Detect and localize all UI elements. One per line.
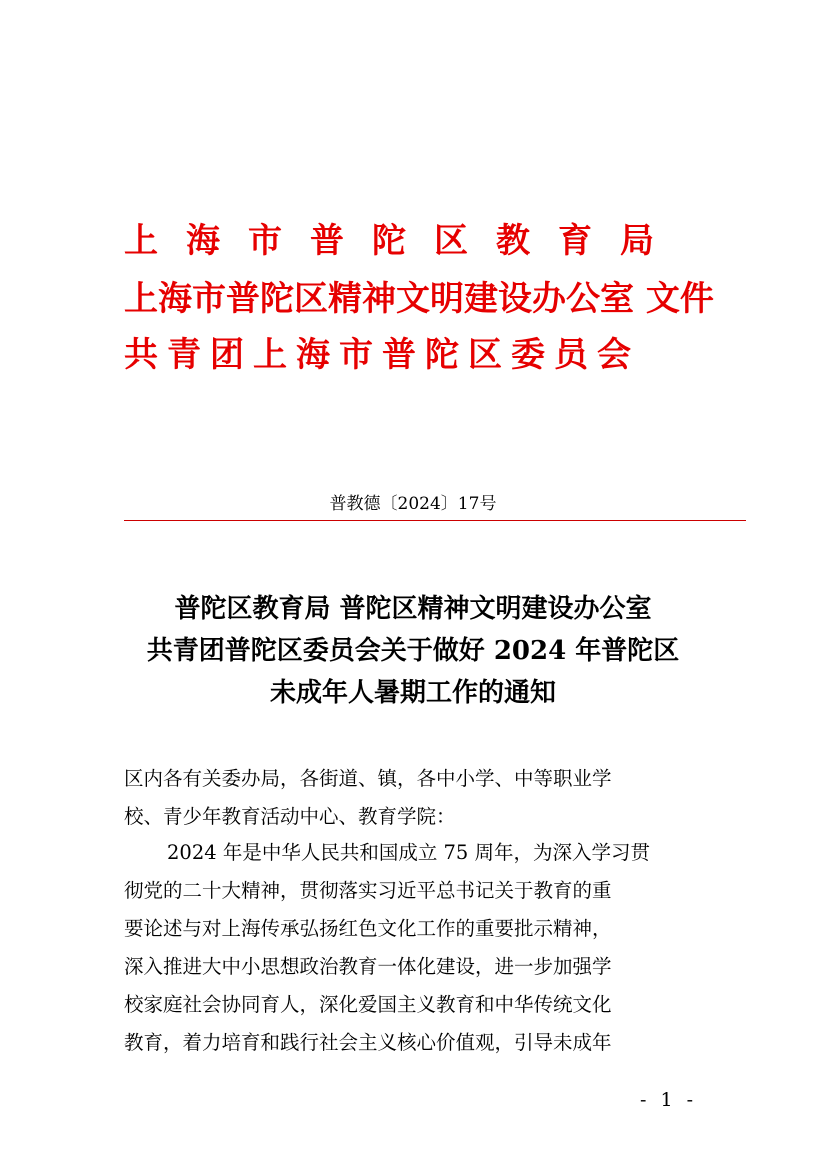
body-line: 校家庭社会协同育人，深化爱国主义教育和中华传统文化 — [124, 993, 612, 1016]
title-line-2: 共青团普陀区委员会关于做好 2024 年普陀区 — [146, 636, 680, 666]
body-line: 要论述与对上海传承弘扬红色文化工作的重要批示精神， — [124, 917, 612, 940]
document-title — [100, 588, 726, 714]
body-line: 教育，着力培育和践行社会主义核心价值观，引导未成年 — [124, 1031, 612, 1054]
header-issuer-civilization-office: 上海市普陀区精神文明建设办公室 文件 — [124, 279, 714, 319]
header-issuer-youth-league: 共青团上海市普陀区委员会 — [124, 335, 640, 375]
body-line: 彻党的二十大精神，贯彻落实习近平总书记关于教育的重 — [124, 879, 612, 902]
addressee-line-2: 校、青少年教育活动中心、教育学院： — [124, 805, 456, 828]
header-issuer-education-bureau: 上海市普陀区教育局 — [124, 221, 682, 261]
red-divider-line — [124, 520, 746, 521]
document-number: 普教德〔2024〕17号 — [329, 494, 497, 514]
body-line: 2024 年是中华人民共和国成立 75 周年，为深入学习贯 — [167, 841, 651, 864]
title-line-1: 普陀区教育局 普陀区精神文明建设办公室 — [174, 594, 652, 624]
body-line: 深入推进大中小思想政治教育一体化建设，进一步加强学 — [124, 955, 612, 978]
addressee-block — [124, 760, 714, 836]
addressee-line-1: 区内各有关委办局，各街道、镇，各中小学、中等职业学 — [124, 767, 612, 790]
page-number: - 1 - — [640, 1089, 698, 1111]
body-paragraph — [124, 834, 714, 1062]
title-line-3: 未成年人暑期工作的通知 — [269, 678, 556, 708]
